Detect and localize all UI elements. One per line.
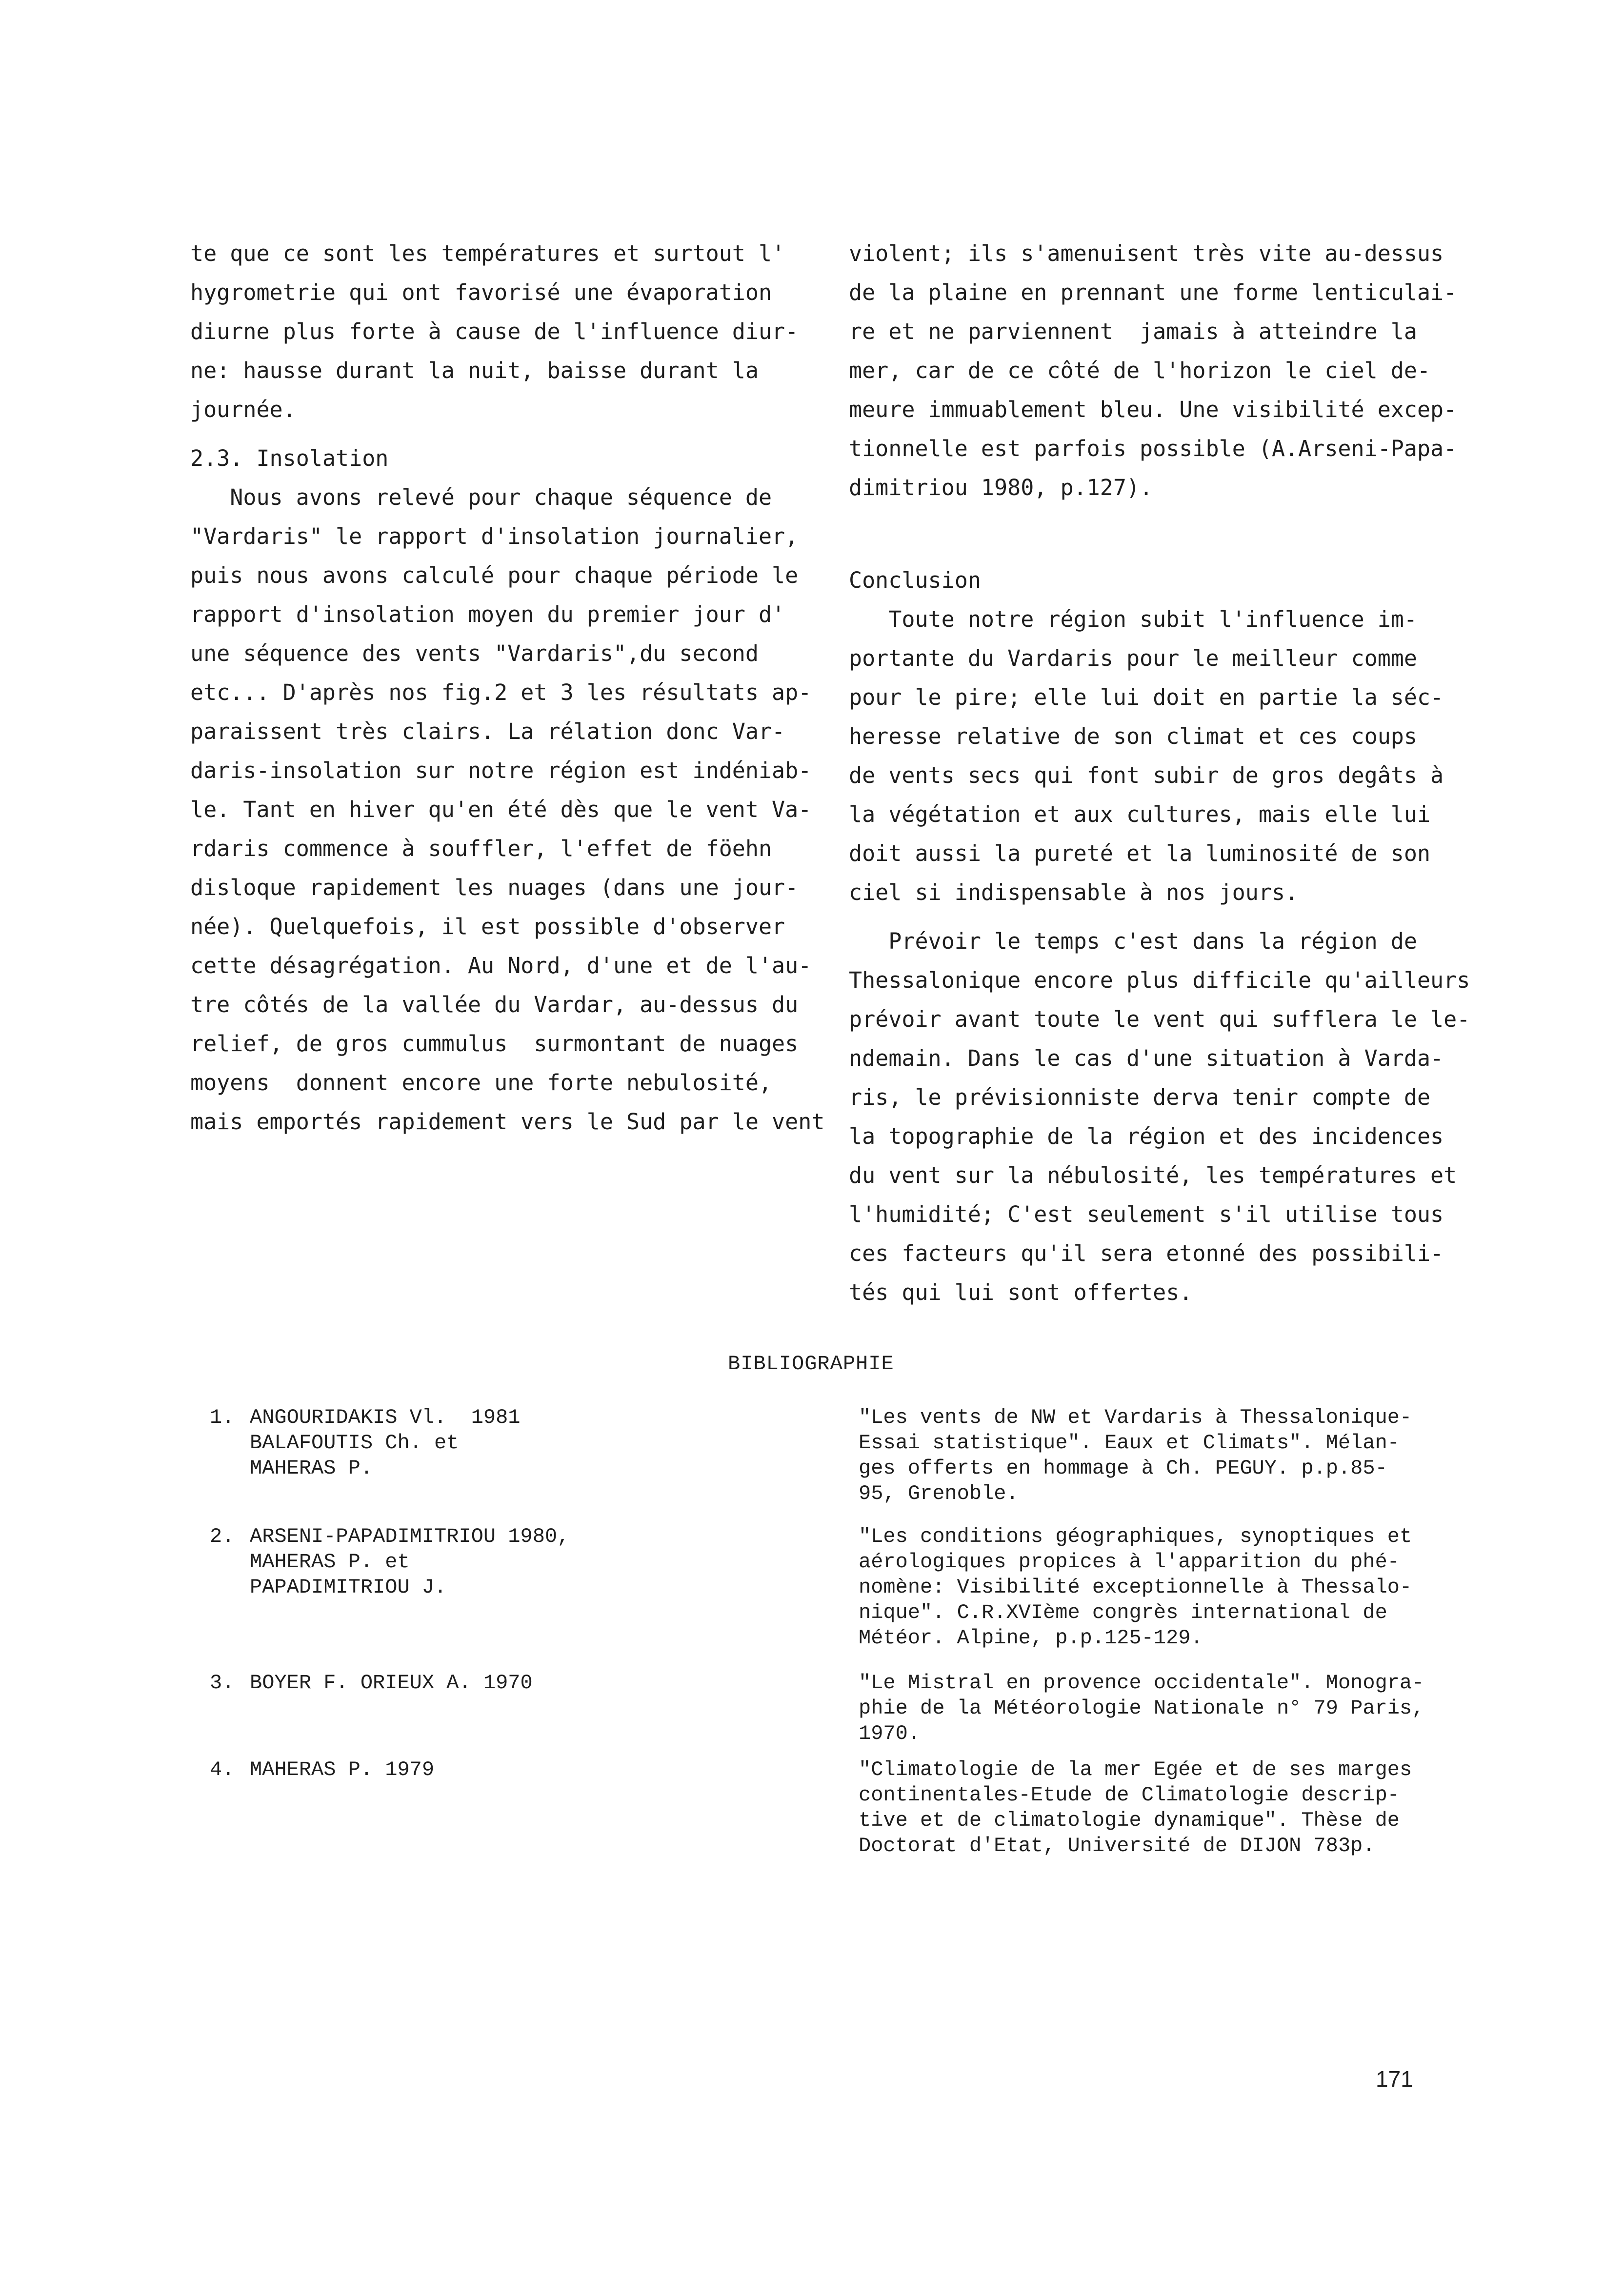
text-line: journée.	[190, 397, 296, 422]
text-line: te que ce sont les températures et surtout l'	[190, 240, 785, 266]
text-line: relief, de gros cummulus surmontant de nuages	[190, 1031, 799, 1057]
text-line: meure immuablement bleu. Une visibilité excep-	[849, 397, 1457, 422]
text-line: l'humidité; C'est seulement s'il utilise tous	[849, 1201, 1444, 1227]
text-line: Toute notre région subit l'influence im-	[849, 606, 1417, 632]
text-line: de vents secs qui font subir de gros degâts à	[849, 762, 1444, 788]
conclusion-heading: Conclusion	[849, 567, 981, 593]
bibliography-entry-authors: ARSENI-PAPADIMITRIOU 1980, MAHERAS P. et PAPADIMITRIOU J.	[250, 1525, 570, 1599]
bibliography-entry-number: 2.	[210, 1525, 235, 1548]
left-intro-paragraph	[190, 234, 824, 429]
text-line: hygrometrie qui ont favorisé une évaporation	[190, 280, 772, 305]
bibliography-entry-number: 3.	[210, 1671, 235, 1695]
text-line: ciel si indispensable à nos jours.	[849, 879, 1299, 905]
insolation-paragraph	[190, 478, 824, 1141]
text-line: re et ne parviennent jamais à atteindre la	[849, 319, 1417, 344]
text-line: Nous avons relevé pour chaque séquence de	[190, 484, 772, 510]
text-line: diurne plus forte à cause de l'influence diur-	[190, 319, 799, 344]
bibliography-title: BIBLIOGRAPHIE	[728, 1352, 894, 1376]
text-line: tés qui lui sont offertes.	[849, 1279, 1193, 1305]
left-column	[190, 234, 824, 1141]
text-line: mais emportés rapidement vers le Sud par le vent	[190, 1109, 825, 1135]
page-number: 171	[1376, 2066, 1413, 2092]
text-line: puis nous avons calculé pour chaque période le	[190, 562, 799, 588]
text-line: violent; ils s'amenuisent très vite au-dessus	[849, 240, 1444, 266]
forecast-paragraph	[849, 922, 1478, 1312]
text-line: Prévoir le temps c'est dans la région de	[849, 928, 1417, 954]
bibliography-entry-number: 4.	[210, 1758, 235, 1781]
text-line: cette désagrégation. Au Nord, d'une et de l'au-	[190, 953, 812, 978]
text-line: ndemain. Dans le cas d'une situation à Varda-	[849, 1045, 1444, 1071]
text-line: disloque rapidement les nuages (dans une jour-	[190, 875, 799, 900]
text-line: dimitriou 1980, p.127).	[849, 475, 1153, 500]
text-line: Thessalonique encore plus difficile qu'ailleurs	[849, 967, 1470, 993]
text-line: etc... D'après nos fig.2 et 3 les résultats ap-	[190, 679, 812, 705]
text-line: ces facteurs qu'il sera etonné des possibili-	[849, 1240, 1444, 1266]
bibliography-entry-authors: MAHERAS P. 1979	[250, 1758, 435, 1781]
bibliography-entry-reference: "Les conditions géographiques, synoptiques et aérologiques propices à l'apparition du phé- nomène: Visibilité exceptionnelle à Thessalo- nique". C.R.XVIème congrès international de Météor. Alpine, p.p.125-129.	[859, 1525, 1412, 1650]
text-line: prévoir avant toute le vent qui sufflera le le-	[849, 1006, 1470, 1032]
text-line: portante du Vardaris pour le meilleur comme	[849, 645, 1417, 671]
text-line: ne: hausse durant la nuit, baisse durant la	[190, 358, 759, 383]
text-line: mer, car de ce côté de l'horizon le ciel de-	[849, 358, 1431, 383]
text-line: du vent sur la nébulosité, les températures et	[849, 1162, 1457, 1188]
text-line: tionnelle est parfois possible (A.Arseni-Papa-	[849, 436, 1457, 461]
text-line: ris, le prévisionniste derva tenir compte de	[849, 1084, 1431, 1110]
conclusion-paragraph	[849, 600, 1478, 912]
text-line: daris-insolation sur notre région est indéniab-	[190, 758, 812, 783]
text-line: doit aussi la pureté et la luminosité de son	[849, 840, 1431, 866]
text-line: heresse relative de son climat et ces coups	[849, 723, 1417, 749]
text-line: "Vardaris" le rapport d'insolation journalier,	[190, 523, 799, 549]
text-line: une séquence des vents "Vardaris",du second	[190, 640, 759, 666]
right-column	[849, 234, 1478, 1312]
text-line: le. Tant en hiver qu'en été dès que le vent Va-	[190, 797, 812, 822]
bibliography-entry-authors: ANGOURIDAKIS Vl. 1981 BALAFOUTIS Ch. et MAHERAS P.	[250, 1406, 521, 1480]
text-line: la végétation et aux cultures, mais elle lui	[849, 801, 1431, 827]
bibliography-entry-number: 1.	[210, 1406, 235, 1429]
text-line: moyens donnent encore une forte nebulosité,	[190, 1070, 772, 1096]
bibliography-entry-authors: BOYER F. ORIEUX A. 1970	[250, 1671, 533, 1695]
text-line: paraissent très clairs. La rélation donc Var-	[190, 719, 785, 744]
bibliography-entry-reference: "Les vents de NW et Vardaris à Thessalonique- Essai statistique". Eaux et Climats". Mélan- ges offerts en hommage à Ch. PEGUY. p.p.85- 95, Grenoble.	[859, 1406, 1412, 1505]
text-line: rdaris commence à souffler, l'effet de föehn	[190, 836, 772, 861]
bibliography-entry-reference: "Le Mistral en provence occidentale". Monogra- phie de la Météorologie Nationale n° 79 Paris, 1970.	[859, 1671, 1424, 1745]
right-intro-paragraph	[849, 234, 1478, 507]
text-line: tre côtés de la vallée du Vardar, au-dessus du	[190, 992, 799, 1018]
text-line: née). Quelquefois, il est possible d'observer	[190, 914, 785, 939]
text-line: rapport d'insolation moyen du premier jour d'	[190, 601, 785, 627]
bibliography-entry-reference: "Climatologie de la mer Egée et de ses marges continentales-Etude de Climatologie descrip- tive et de climatologie dynamique". Thèse de Doctorat d'Etat, Université de DIJON 783p.	[859, 1758, 1412, 1857]
text-line: pour le pire; elle lui doit en partie la séc-	[849, 684, 1444, 710]
text-line: la topographie de la région et des incidences	[849, 1123, 1444, 1149]
text-line: de la plaine en prennant une forme lenticulai-	[849, 280, 1457, 305]
section-heading-insolation: 2.3. Insolation	[190, 445, 389, 471]
